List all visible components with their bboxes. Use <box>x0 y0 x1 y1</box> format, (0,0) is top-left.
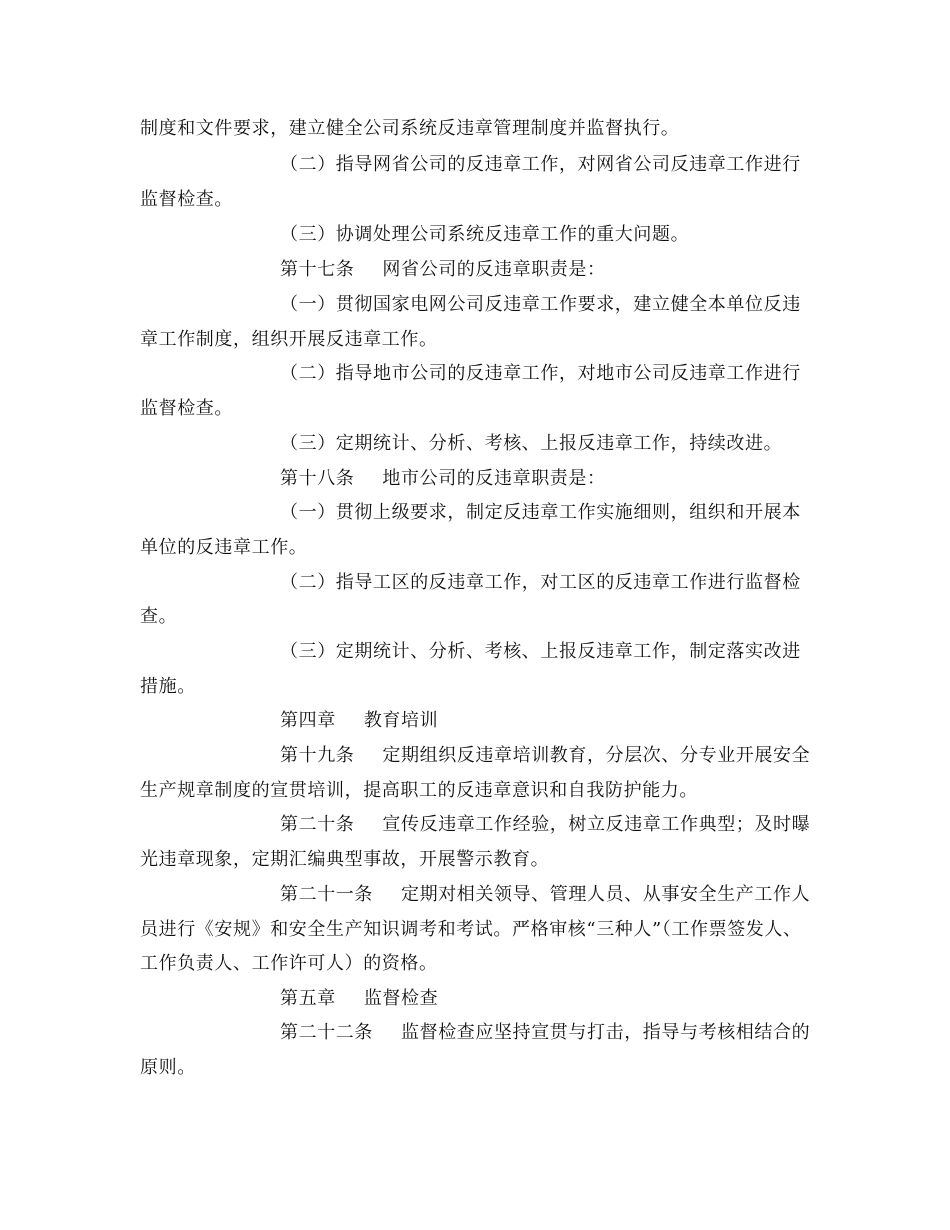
text-line: 单位的反违章工作。 <box>140 537 308 558</box>
article-heading <box>280 744 810 768</box>
text-line: 光违章现象，定期汇编典型事故，开展警示教育。 <box>140 849 550 870</box>
text-line: （一）贯彻国家电网公司反违章工作要求，建立健全本单位反违 <box>280 294 801 315</box>
article-number: 第二十一条 <box>280 884 373 905</box>
article-text: 网省公司的反违章职责是： <box>382 259 606 280</box>
text-line: 生产规章制度的宣贯培训，提高职工的反违章意识和自我防护能力。 <box>140 780 698 801</box>
article-heading <box>280 467 606 491</box>
chapter-heading <box>280 987 438 1011</box>
text-line: 监督检查。 <box>140 398 233 419</box>
text-line: （三）定期统计、分析、考核、上报反违章工作，制定落实改进 <box>280 641 801 662</box>
article-heading <box>280 883 810 907</box>
chapter-number: 第五章 <box>280 988 336 1009</box>
chapter-number: 第四章 <box>280 710 336 731</box>
text-line: 制度和文件要求，建立健全公司系统反违章管理制度并监督执行。 <box>140 118 680 139</box>
article-heading <box>280 813 810 837</box>
article-text: 定期对相关领导、管理人员、从事安全生产工作人 <box>401 884 811 905</box>
text-line: （二）指导工区的反违章工作，对工区的反违章工作进行监督检 <box>280 572 801 593</box>
text-line: （三）协调处理公司系统反违章工作的重大问题。 <box>280 224 690 245</box>
article-text: 地市公司的反违章职责是： <box>382 468 606 489</box>
article-number: 第十七条 <box>280 259 355 280</box>
text-line: （三）定期统计、分析、考核、上报反违章工作，持续改进。 <box>280 433 783 454</box>
article-text: 监督检查应坚持宣贯与打击，指导与考核相结合的 <box>401 1022 811 1043</box>
text-line: 章工作制度，组织开展反违章工作。 <box>140 329 438 350</box>
article-heading <box>280 258 606 282</box>
article-number: 第二十二条 <box>280 1022 373 1043</box>
article-number: 第十九条 <box>280 745 355 766</box>
text-line: 查。 <box>140 606 178 627</box>
text-line: （一）贯彻上级要求，制定反违章工作实施细则，组织和开展本 <box>280 502 801 523</box>
article-number: 第十八条 <box>280 468 355 489</box>
text-line: 措施。 <box>140 676 196 697</box>
text-line: （二）指导网省公司的反违章工作，对网省公司反违章工作进行 <box>280 154 801 175</box>
article-text: 宣传反违章工作经验，树立反违章工作典型；及时曝 <box>382 814 811 835</box>
text-line: 工作负责人、工作许可人）的资格。 <box>140 953 438 974</box>
chapter-title: 教育培训 <box>363 710 439 731</box>
article-heading <box>280 1021 810 1045</box>
article-number: 第二十条 <box>280 814 355 835</box>
article-text: 定期组织反违章培训教育，分层次、分专业开展安全 <box>382 745 811 766</box>
text-line: 原则。 <box>140 1057 196 1078</box>
text-line: （二）指导地市公司的反违章工作，对地市公司反违章工作进行 <box>280 363 801 384</box>
chapter-title: 监督检查 <box>363 988 439 1009</box>
text-line: 员进行《安规》和安全生产知识调考和考试。严格审核“三种人”（工作票签发人、 <box>140 919 802 940</box>
text-line: 监督检查。 <box>140 189 233 210</box>
chapter-heading <box>280 709 438 733</box>
